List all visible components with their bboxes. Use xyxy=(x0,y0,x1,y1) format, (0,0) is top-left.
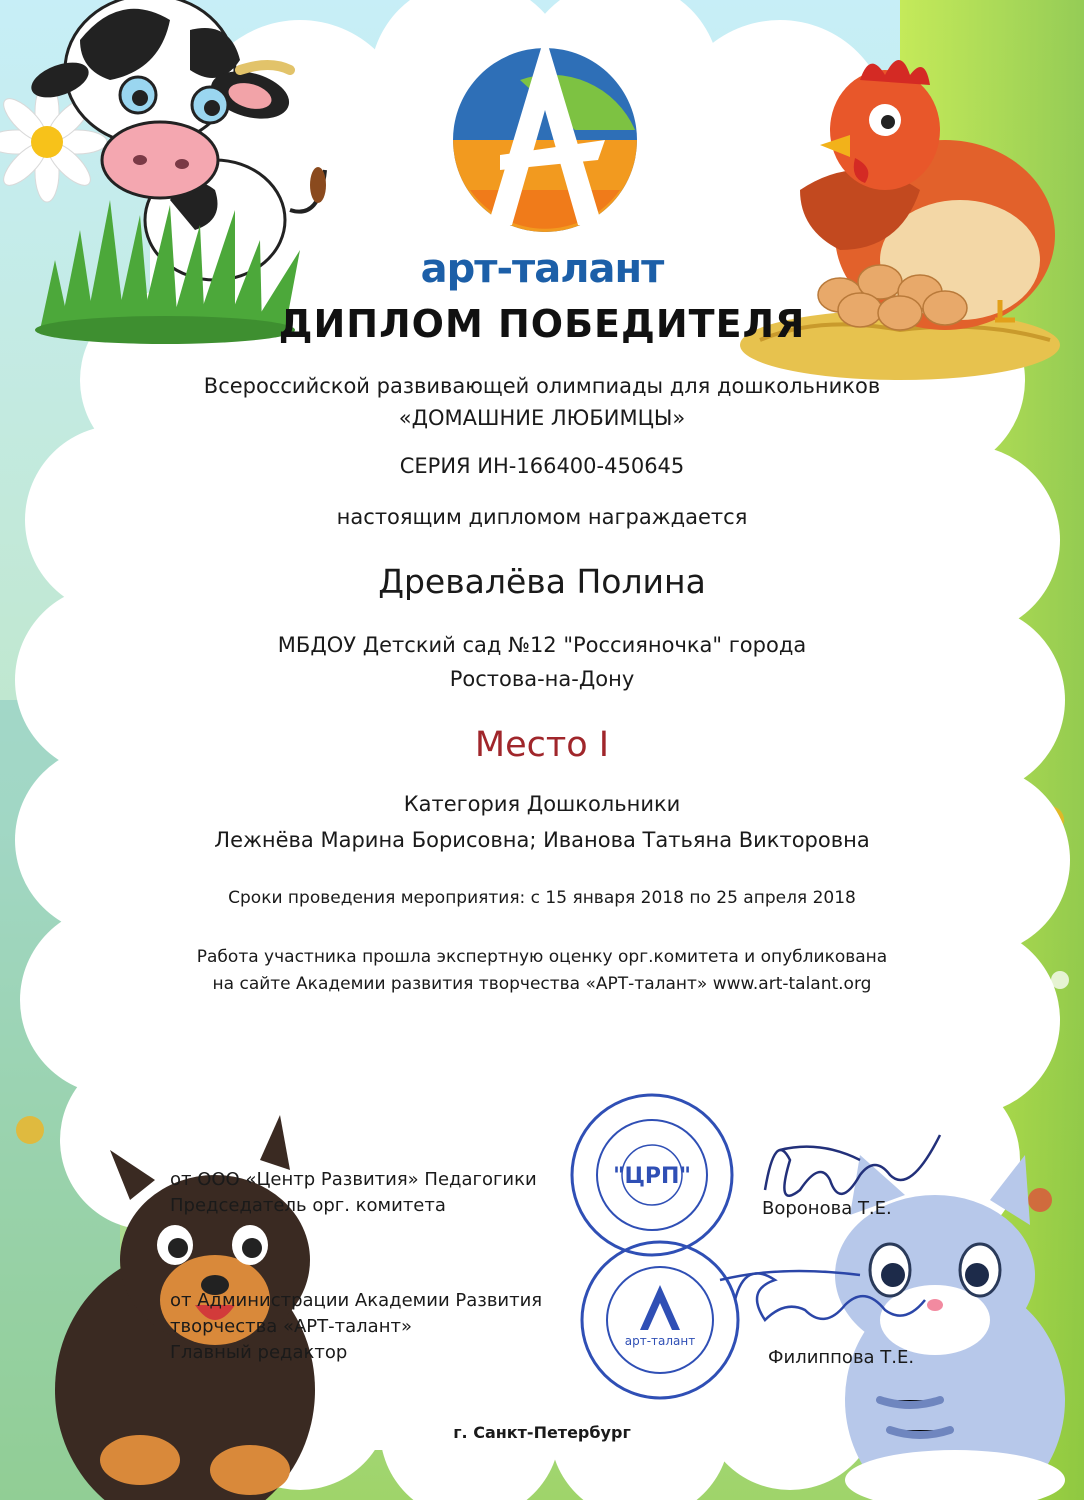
organization-line-2: Ростова-на-Дону xyxy=(449,667,635,691)
signature-2-org-line-1: от Администрации Академии Развития xyxy=(170,1290,543,1311)
review-note xyxy=(0,944,1084,998)
event-dates: Сроки проведения мероприятия: с 15 января 2018 по 25 апреля 2018 xyxy=(228,888,856,908)
signature-block-1 xyxy=(170,1167,537,1219)
city: г. Санкт-Петербург xyxy=(453,1423,631,1442)
signature-2-name: Филиппова Т.Е. xyxy=(768,1347,915,1368)
signature-1-name: Воронова Т.Е. xyxy=(762,1198,892,1219)
svg-text:"ЦРП": "ЦРП" xyxy=(613,1164,691,1189)
winner-name: Древалёва Полина xyxy=(378,562,706,601)
place-award: Место I xyxy=(474,725,610,765)
svg-text:арт-талант: арт-талант xyxy=(624,1334,696,1348)
category: Категория Дошкольники xyxy=(403,792,681,816)
olympiad-line-1: Всероссийской развивающей олимпиады для дошкольников xyxy=(203,374,881,398)
signature-1-role: Председатель орг. комитета xyxy=(170,1195,446,1216)
signature-2-role: Главный редактор xyxy=(170,1342,348,1363)
organization-line-1: МБДОУ Детский сад №12 "Россияночка" города xyxy=(277,633,807,657)
signature-1-org: от ООО «Центр Развития» Педагогики xyxy=(170,1169,537,1190)
olympiad-line-2: «ДОМАШНИЕ ЛЮБИМЦЫ» xyxy=(398,406,686,430)
organization xyxy=(0,628,1084,696)
signature-2-org-line-2: творчества «АРТ-талант» xyxy=(170,1316,412,1337)
brand-name: арт-талант xyxy=(420,246,664,292)
review-line-1: Работа участника прошла экспертную оценку орг.комитета и опубликована xyxy=(196,947,888,967)
signature-block-2 xyxy=(170,1288,542,1366)
olympiad-name xyxy=(0,370,1084,434)
teachers: Лежнёва Марина Борисовна; Иванова Татьяна Викторовна xyxy=(214,828,870,852)
awarded-text: настоящим дипломом награждается xyxy=(336,505,748,529)
diploma-title: ДИПЛОМ ПОБЕДИТЕЛЯ xyxy=(278,302,806,346)
review-line-2: на сайте Академии развития творчества «АРТ-талант» www.art-talant.org xyxy=(212,974,872,994)
series-number: СЕРИЯ ИН-166400-450645 xyxy=(399,454,685,478)
stamp-crp xyxy=(572,1095,732,1255)
